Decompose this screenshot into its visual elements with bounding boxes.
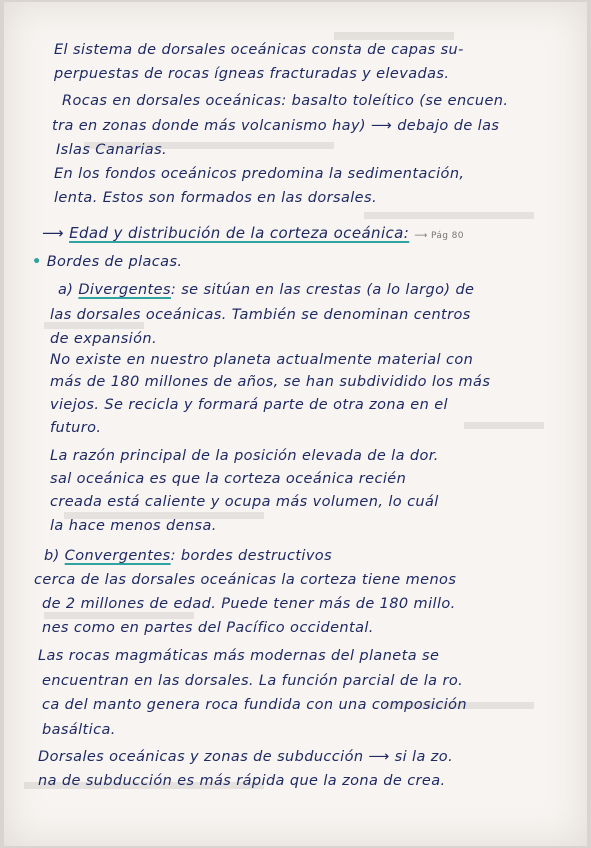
- page-reference: ⟶ Pág 80: [414, 231, 464, 241]
- note-line: sal oceánica es que la corteza oceánica recién: [50, 471, 407, 487]
- note-line: basáltica.: [42, 722, 116, 738]
- note-line: las dorsales oceánicas. También se denominan centros: [50, 307, 471, 323]
- keyword-highlight: Convergentes: [64, 548, 171, 564]
- line-rest: : se sitúan en las crestas (a lo largo) de: [170, 282, 475, 298]
- list-marker: a): [58, 282, 79, 298]
- note-line: Dorsales oceánicas y zonas de subducción ⟶ si la zo.: [38, 749, 454, 765]
- line-rest: : bordes destructivos: [170, 548, 333, 564]
- bullet-text: Bordes de placas.: [46, 254, 183, 270]
- keyword-highlight: Divergentes: [78, 282, 171, 298]
- note-line: na de subducción es más rápida que la zona de crea.: [38, 773, 446, 789]
- note-line: Las rocas magmáticas más modernas del planeta se: [38, 648, 440, 664]
- note-line: ca del manto genera roca fundida con una composición: [42, 697, 468, 713]
- list-marker: b): [44, 548, 65, 564]
- note-line: perpuestas de rocas ígneas fracturadas y elevadas.: [54, 66, 450, 82]
- note-line: de expansión.: [50, 331, 157, 347]
- note-line: [58, 282, 474, 298]
- note-line: más de 180 millones de años, se han subdividido los más: [50, 374, 491, 390]
- note-line: futuro.: [50, 420, 102, 436]
- note-line: El sistema de dorsales oceánicas consta de capas su-: [54, 42, 464, 58]
- note-line: la hace menos densa.: [50, 518, 217, 534]
- bullet-line: [32, 254, 182, 270]
- note-line: Rocas en dorsales oceánicas: basalto toleítico (se encuen.: [62, 93, 509, 109]
- note-line: Islas Canarias.: [56, 142, 168, 158]
- note-line: No existe en nuestro planeta actualmente material con: [50, 352, 474, 368]
- notebook-page: [4, 2, 587, 846]
- note-line: encuentran en las dorsales. La función parcial de la ro.: [42, 673, 464, 689]
- bullet-mark: •: [32, 254, 42, 270]
- note-line: tra en zonas donde más volcanismo hay) ⟶ debajo de las: [52, 118, 500, 134]
- note-line: viejos. Se recicla y formará parte de otra zona en el: [50, 397, 448, 413]
- note-line: de 2 millones de edad. Puede tener más de 180 millo.: [42, 596, 456, 612]
- note-line: cerca de las dorsales oceánicas la corteza tiene menos: [34, 572, 457, 588]
- section-heading: [42, 224, 464, 242]
- heading-arrow: ⟶: [42, 224, 64, 242]
- note-line: La razón principal de la posición elevada de la dor.: [50, 448, 439, 464]
- note-line: lenta. Estos son formados en las dorsales.: [54, 190, 377, 206]
- heading-text: Edad y distribución de la corteza oceánica:: [69, 224, 410, 242]
- note-line: creada está caliente y ocupa más volumen, lo cuál: [50, 494, 439, 510]
- note-line: nes como en partes del Pacífico occidental.: [42, 620, 374, 636]
- note-line: En los fondos oceánicos predomina la sedimentación,: [54, 166, 465, 182]
- note-line: [44, 548, 332, 564]
